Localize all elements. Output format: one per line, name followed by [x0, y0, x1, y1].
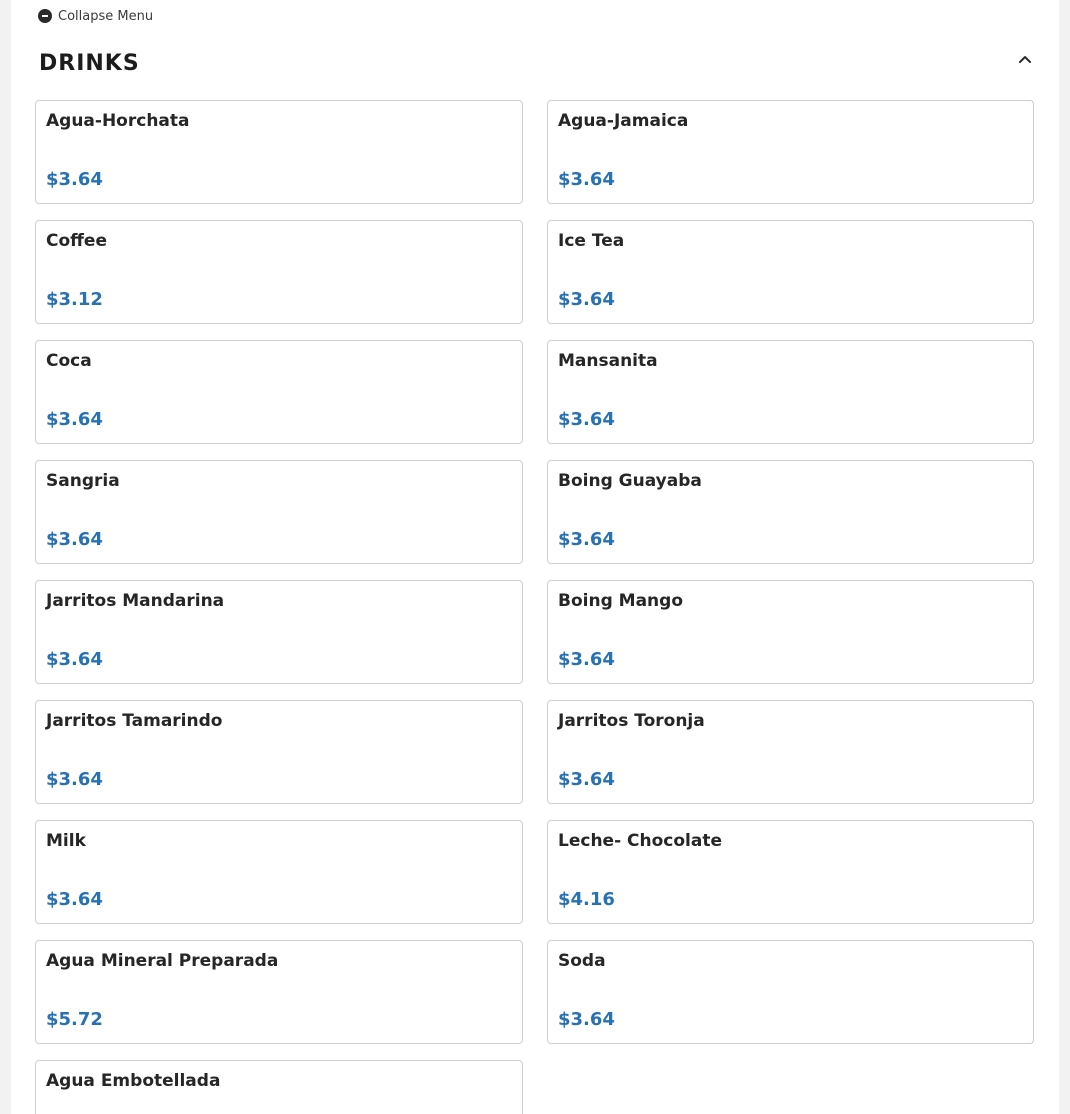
menu-item-price: $3.64 [558, 289, 615, 310]
menu-item-price: $3.64 [46, 649, 103, 670]
menu-item-name: Boing Guayaba [558, 471, 702, 491]
menu-item-card[interactable] [35, 940, 523, 1044]
menu-item-card[interactable] [547, 580, 1034, 684]
menu-item-name: Jarritos Toronja [558, 711, 705, 731]
menu-item-card[interactable] [35, 340, 523, 444]
menu-item-price: $3.64 [558, 169, 615, 190]
menu-item-card[interactable] [547, 700, 1034, 804]
menu-item-price: $3.64 [46, 889, 103, 910]
menu-item-card[interactable] [547, 340, 1034, 444]
menu-item-price: $3.64 [46, 769, 103, 790]
menu-item-card[interactable] [35, 220, 523, 324]
menu-item-card[interactable] [547, 820, 1034, 924]
menu-item-name: Agua Embotellada [46, 1071, 221, 1091]
menu-item-name: Agua Mineral Preparada [46, 951, 279, 971]
menu-item-price: $3.64 [46, 169, 103, 190]
menu-item-card[interactable] [35, 700, 523, 804]
menu-item-name: Mansanita [558, 351, 658, 371]
menu-item-name: Sangria [46, 471, 120, 491]
menu-item-price: $3.64 [558, 409, 615, 430]
menu-item-name: Coffee [46, 231, 107, 251]
menu-item-price: $3.64 [558, 769, 615, 790]
menu-item-card[interactable] [35, 100, 523, 204]
chevron-up-icon[interactable] [1017, 52, 1033, 66]
collapse-menu-button[interactable] [38, 7, 153, 25]
menu-item-name: Leche- Chocolate [558, 831, 723, 851]
collapse-menu-label: Collapse Menu [58, 8, 154, 24]
menu-item-card[interactable] [35, 460, 523, 564]
menu-item-card[interactable] [35, 820, 523, 924]
menu-item-price: $5.72 [46, 1009, 103, 1030]
menu-item-name: Jarritos Tamarindo [46, 711, 223, 731]
minus-circle-icon [38, 9, 52, 23]
menu-item-price: $3.64 [46, 409, 103, 430]
menu-item-price: $3.64 [46, 529, 103, 550]
menu-item-price: $3.64 [558, 1009, 615, 1030]
menu-item-price: $3.64 [558, 529, 615, 550]
menu-item-name: Agua-Horchata [46, 111, 190, 131]
section-title: DRINKS [39, 51, 140, 76]
menu-items-grid [35, 100, 1034, 1114]
menu-item-card[interactable] [547, 100, 1034, 204]
menu-item-name: Soda [558, 951, 606, 971]
menu-item-card[interactable] [35, 1060, 523, 1114]
menu-item-name: Jarritos Mandarina [46, 591, 225, 611]
menu-item-name: Agua-Jamaica [558, 111, 689, 131]
menu-item-name: Ice Tea [558, 231, 625, 251]
menu-item-card[interactable] [547, 220, 1034, 324]
menu-item-name: Coca [46, 351, 92, 371]
menu-item-name: Milk [46, 831, 86, 851]
menu-item-card[interactable] [35, 580, 523, 684]
menu-item-card[interactable] [547, 940, 1034, 1044]
menu-item-price: $3.64 [558, 649, 615, 670]
menu-item-card[interactable] [547, 460, 1034, 564]
menu-item-price: $4.16 [558, 889, 615, 910]
menu-page [11, 0, 1059, 1114]
menu-item-price: $3.12 [46, 289, 103, 310]
menu-item-name: Boing Mango [558, 591, 683, 611]
